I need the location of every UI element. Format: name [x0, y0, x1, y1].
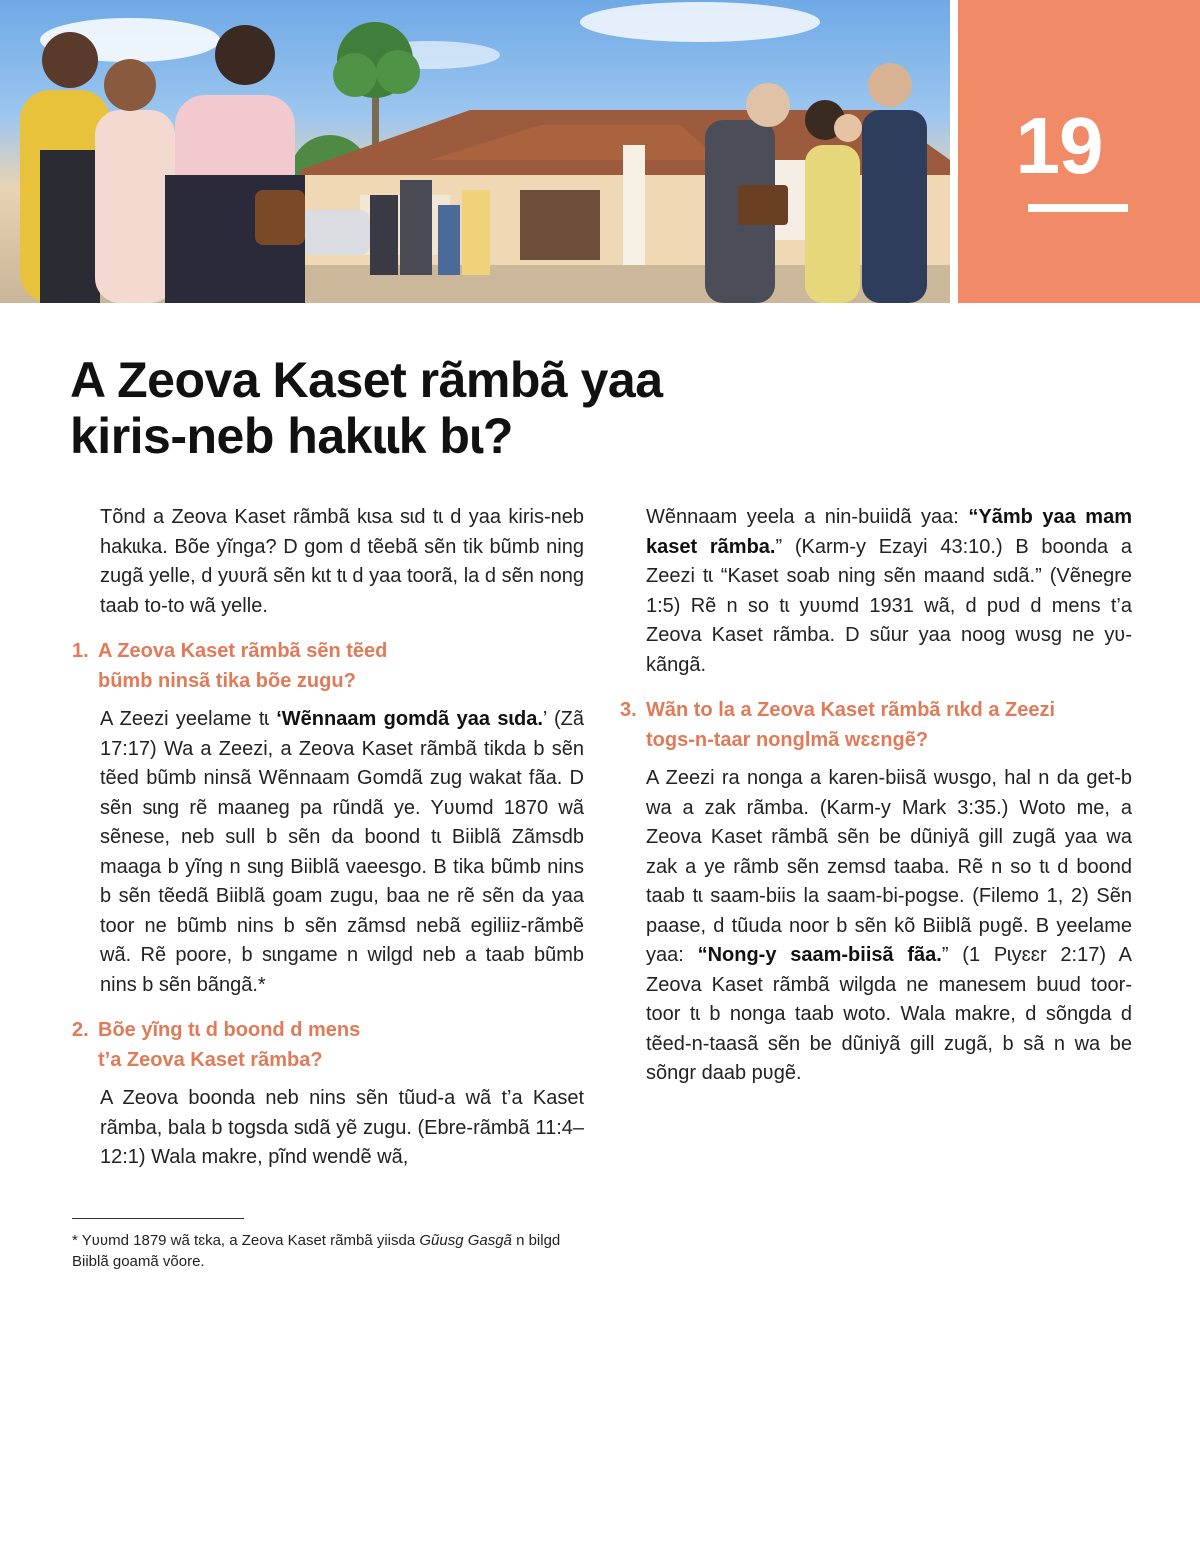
scripture-quote: “Yãmb yaa mam kaset rãmba.	[646, 506, 1132, 558]
hero-illustration	[0, 0, 950, 303]
question-number: 3.	[620, 699, 637, 721]
answer-2-paragraph-continued: Wẽnnaam yeela a nin-buiidã yaa: “Yãmb yaa mam kaset rãmba.” (Karm-y Ezayi 43:10.) B boonda a Zeezi tɩ “Kaset soab ning sẽn maand sɩdã.” (Vẽnegre 1:5) Rẽ n so tɩ yʋʋmd 1931 wã, d pʋd d mens t’a Zeova Kaset rãmba. D sũur yaa noog wʋsg ne yʋ-kãngã.	[646, 506, 1133, 676]
question-text-line-1: A Zeova Kaset rãmbã sẽn tẽed	[98, 640, 388, 662]
question-text-line-1: Bõe yĩng tɩ d boond d mens	[98, 1019, 361, 1041]
question-3	[620, 696, 1132, 755]
answer-1-paragraph: A Zeezi yeelame tɩ ‘Wẽnnaam gomdã yaa sɩda.’ (Zã 17:17) Wa a Zeezi, a Zeova Kaset rãmbã tikda b sẽn tẽed bũmb ninsã Wẽnnaam Gomdã zug wakat fãa. D sẽn sɩng rẽ maaneg pa rũndã ye. Yʋʋmd 1870 wã sẽnese, neb sull b sẽn da boond tɩ Biiblã Zãmsdb maaga b yĩng n sɩng Biiblã vaeesgo. B tika bũmb nins b sẽn tẽedã Biiblã goam zugu, baa ne rẽ sẽn da yaa toor ne bũmb nins b sẽn zãmsd nebã egiliiz-rãmbẽ wã. Rẽ poore, b sɩngame n wilgd neb a taab bũmb nins b sẽn bãngã.*	[100, 708, 584, 996]
question-number: 2.	[72, 1019, 89, 1041]
footnote-rule	[72, 1218, 244, 1219]
title-line-1: A Zeova Kaset rãmbã yaa	[70, 352, 663, 408]
scripture-quote: “Nong-y saam-biisã fãa.	[697, 944, 942, 966]
right-column	[620, 503, 1132, 1089]
question-text-line-2: bũmb ninsã tika bõe zugu?	[98, 669, 356, 692]
title-line-2: kiris-neb hakɩɩk bɩ?	[70, 408, 513, 464]
hero-photo	[0, 0, 950, 303]
chapter-badge	[958, 0, 1200, 303]
question-1	[72, 637, 584, 696]
publication-title: Gũusg Gasgã	[419, 1232, 512, 1249]
answer-2-paragraph-start: A Zeova boonda neb nins sẽn tũud-a wã t’a Kaset rãmba, bala b togsda sɩdã yẽ zugu. (Ebre-rãmbã 11:4–12:1) Wala makre, pĩnd wendẽ wã,	[100, 1087, 584, 1168]
question-text-line-2: t’a Zeova Kaset rãmba?	[98, 1048, 323, 1071]
chapter-number: 19	[1015, 101, 1103, 190]
intro-paragraph: Tõnd a Zeova Kaset rãmbã kɩsa sɩd tɩ d yaa kiris-neb hakɩɩka. Bõe yĩnga? D gom d tẽebã sẽn tik bũmb ning zugã yelle, d yʋʋrã sẽn kɩt tɩ d yaa toorã, la d sẽn nong taab to-to wã yelle.	[100, 506, 584, 617]
page-title	[70, 352, 830, 464]
chapter-underline	[1028, 204, 1128, 212]
question-2	[72, 1016, 584, 1075]
scripture-quote: ‘Wẽnnaam gomdã yaa sɩda.	[276, 708, 543, 730]
question-text-line-2: togs-n-taar nonglmã wɛɛngẽ?	[646, 728, 929, 751]
answer-3-paragraph: A Zeezi ra nonga a karen-biisã wʋsgo, hal n da get-b wa a zak rãmba. (Karm-y Mark 3:35.) Woto me, a Zeova Kaset rãmbã sẽn be dũniyã gill zugã yaa wa zak a ye rãmb sẽn zemsd taaba. Rẽ n so tɩ d boond taab tɩ saam-biis la saam-bi-pogse. (Filemo 1, 2) Sẽn paase, d tũuda noor b sẽn kõ Biiblã pʋgẽ. B yeelame yaa: “Nong-y saam-biisã fãa.” (1 Pɩyɛɛr 2:17) A Zeova Kaset rãmbã wilgda ne manesem buud toor-toor tɩ b nonga taab woto. Wala makre, d sõngda d tẽed-n-taasã sẽn be dũniyã gill zugã, b sã n wa be sõngr daab pʋgẽ.	[646, 767, 1133, 1084]
question-text-line-1: Wãn to la a Zeova Kaset rãmbã rɩkd a Zeezi	[646, 699, 1056, 721]
question-number: 1.	[72, 640, 89, 662]
footnote: * Yʋʋmd 1879 wã tɛka, a Zeova Kaset rãmbã yiisda Gũusg Gasgã n bilgd Biiblã goamã võore.	[72, 1232, 561, 1270]
left-column	[72, 503, 584, 1173]
